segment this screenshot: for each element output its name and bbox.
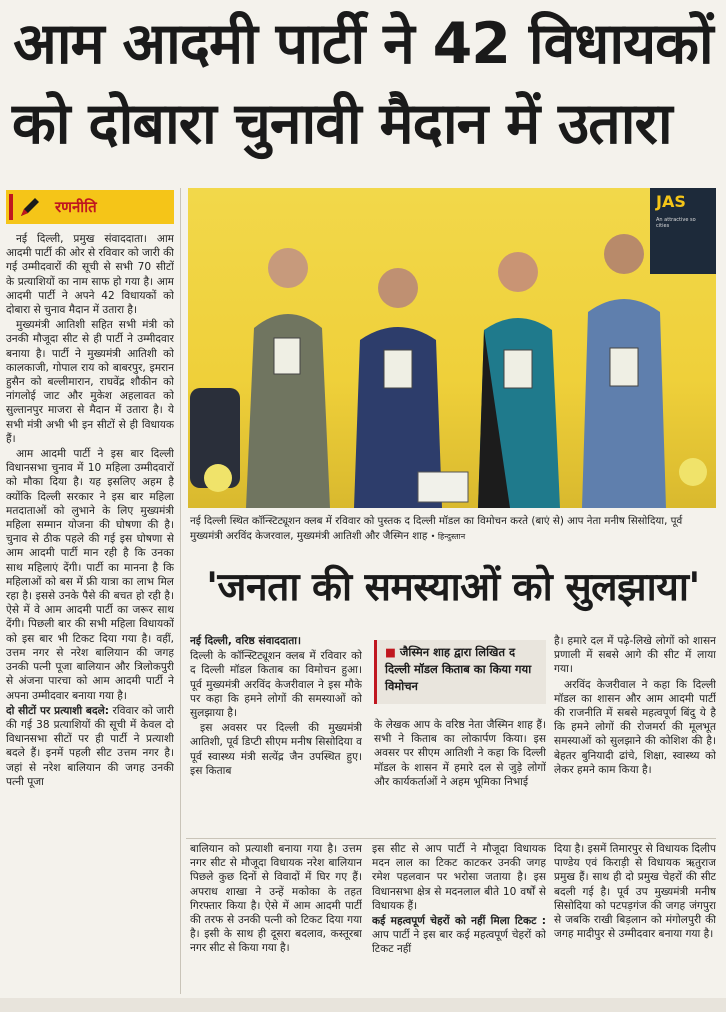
square-bullet-icon: ■ [385, 645, 396, 659]
highlight-box [374, 640, 546, 704]
story2-column-1 [190, 634, 362, 834]
story-subheadline: 'जनता की समस्याओं को सुलझाया' [206, 565, 700, 610]
news-photo [188, 188, 716, 508]
bottom-paragraph: इस सीट से आप पार्टी ने मौजूदा विधायक मदन लाल का टिकट काटकर उनकी जगह रमेश पहलवान पर भरोसा जताया है। इस विधानसभा क्षेत्र से मदनलाल बीते 10 वर्षों से विधायक हैं। [372, 843, 546, 912]
headline-line-2: को दोबारा चुनावी मैदान में उतारा [12, 91, 672, 157]
caption-credit: • हिन्दुस्तान [430, 532, 466, 541]
photo-backdrop-banner: JAS An attractive so cities [650, 188, 716, 274]
column-divider [180, 188, 181, 994]
left-column [6, 232, 174, 998]
headline [10, 4, 716, 180]
highlight-box-text: जैस्मिन शाह द्वारा लिखित द दिल्ली मॉडल किताब का किया गया विमोचन [385, 645, 532, 693]
left-col-paragraph: आम आदमी पार्टी ने इस बार दिल्ली विधानसभा चुनाव में 10 महिला उम्मीदवारों को मौका दिया है। यह इसलिए अहम है क्योंकि दिल्ली सरकार ने इस बार महिला मतदाताओं को लुभाने के लिए मुख्यमंत्री महिला सम्मान योजना की घोषणा की है। चुनाव से ठीक पहले की गई इस घोषणा से आम आदमी पार्टी मान रही है कि उनका साथ महिलाएं देंगी। पार्टी का मानना है कि महिलाओं को बस में फ्री यात्रा का लाभ मिल रहा है। इससे उनके पैसे की बचत हो रही है। ऐसे में वे आम आदमी पार्टी का जरूर साथ देंगी। पिछली बार की सभी महिला विधायकों को इस बार भी टिकट दिया गया है। वहीं, उत्तम नगर से नरेश बालियान की जगह उनकी पत्नी पूजा बालियान और त्रिलोकपुरी से अंजना पारचा को आम आदमी पार्टी ने अपना उम्मीदवार बनाया गया है। [6, 448, 174, 702]
story2-column-2 [374, 718, 546, 834]
left-col-paragraph: मुख्यमंत्री आतिशी सहित सभी मंत्री को उनकी मौजूदा सीट से ही पार्टी ने उम्मीदवार बनाया है। पार्टी ने मुख्यमंत्री आतिशी को कालकाजी, गोपाल राय को बाबरपुर, इमरान हुसैन को बल्लीमारान, राघवेंद्र शौकीन को नांगलोई जाट और मुकेश अहलावत को सुल्तानपुर माजरा से मैदान में उतारा है। ये सभी मंत्री अभी भी इन सीटों से ही विधायक हैं। [6, 319, 174, 445]
section-tag-label: रणनीति [55, 198, 97, 216]
caption-text: नई दिल्ली स्थित कॉन्स्टिट्यूशन क्लब में रविवार को पुस्तक द दिल्ली मॉडल का विमोचन करते (बाएं से) आप नेता मनीष सिसोदिया, पूर्व मुख्यमंत्री अरविंद केजरवाल, मुख्यमंत्री आतिशी और जैस्मिन शाह [190, 515, 683, 542]
bottom-column-3 [554, 842, 716, 998]
bottom-column-2 [372, 842, 546, 998]
bottom-paragraph: बालियान को प्रत्याशी बनाया गया है। उत्तम नगर सीट से मौजूदा विधायक नरेश बालियान पिछले कुछ दिनों से विवादों में घिर गए हैं। अपराध शाखा ने उन्हें मकोका के तहत गिरफ्तार किया है। ऐसे में आम आदमी पार्टी की तरफ से उनकी पत्नी को टिकट दिया गया है। इसी के साथ ही दूसरा बदलाव, कस्तूरबा नगर सीट से किया गया है। [190, 843, 362, 955]
person-jasmine-shah-icon [582, 234, 666, 508]
bottom-column-1 [190, 842, 362, 998]
bottom-paragraph: दिया है। इसमें तिमारपुर से विधायक दिलीप पाण्डेय एवं किराड़ी से विधायक ऋतुराज प्रमुख हैं। साथ ही दो प्रमुख चेहरों की सीट बदली गई है। पूर्व उप मुख्यमंत्री मनीष सिसोदिया को पटपड़गंज की जगह जंगपुरा से जबकि राखी बिड़लान को मंगोलपुरी की जगह मादीपुर से उम्मीदवार बनाया गया है। [554, 843, 716, 941]
section-tag [6, 190, 174, 224]
left-col-subheading: दो सीटों पर प्रत्याशी बदले: [6, 704, 109, 717]
bottom-paragraph: आप पार्टी ने इस बार कई महत्वपूर्ण चेहरों को टिकट नहीं [372, 929, 546, 956]
bottom-subheading: कई महत्वपूर्ण चेहरों को नहीं मिला टिकट : [372, 915, 546, 928]
person-manish-sisodia-icon [246, 248, 330, 508]
photo-caption [190, 514, 716, 544]
story2-paragraph: अरविंद केजरीवाल ने कहा कि दिल्ली मॉडल का शासन और आम आदमी पार्टी की राजनीति में सबसे महत्वपूर्ण बिंदु ये है कि हमने लोगों की रोजमर्रा की मूलभूत समस्याओं को सुलझाने की कोशिश की है। बेहतर बुनियादी ढांचे, शिक्षा, स्वास्थ्य को लेकर हमने काम किया है। [554, 678, 716, 776]
person-atishi-icon [478, 252, 560, 508]
section-rule [186, 838, 716, 839]
story2-paragraph: इस अवसर पर दिल्ली की मुख्यमंत्री आतिशी, पूर्व डिप्टी सीएम मनीष सिसोदिया व पूर्व स्वास्थ्य मंत्री सत्येंद्र जैन उपस्थित हुए। इस किताब [190, 722, 362, 777]
story2-paragraph: दिल्ली के कॉन्स्टिट्यूशन क्लब में रविवार को द दिल्ली मॉडल किताब का विमोचन हुआ। पूर्व मुख्यमंत्री अरविंद केजरीवाल ने इस मौके पर कहा कि हमने लोगों की समस्याओं को सुलझाया है। [190, 650, 362, 720]
pen-icon [13, 190, 47, 224]
headline-line-1: आम आदमी पार्टी ने 42 विधायकों [13, 11, 713, 77]
story2-paragraph: के लेखक आप के वरिष्ठ नेता जैस्मिन शाह हैं। सभी ने किताब का लोकार्पण किया। इस अवसर पर सीएम आतिशी ने कहा कि दिल्ली मॉडल के शासन में हमारे दल से जुड़े लोगों और कार्यकर्ताओं ने अहम भूमिका निभाई [374, 719, 546, 788]
page-bottom-edge [0, 998, 726, 1012]
left-col-paragraph: नई दिल्ली, प्रमुख संवाददाता। आम आदमी पार्टी की ओर से रविवार को जारी की गई उम्मीदवारों की सूची से सभी 70 सीटों के प्रत्याशियों का नाम साफ हो गया है। आम आदमी पार्टी ने अपने 42 विधायकों को दोबारा से चुनाव मैदान में उतारा है। [6, 233, 174, 317]
left-col-paragraph: रविवार को जारी की गई 38 प्रत्याशियों की सूची में केवल दो विधानसभा सीटों पर ही पार्टी ने प्रत्याशी बदले हैं। इनमें पहली सीट उत्तम नगर है। जहां से नरेश बालियान की जगह उनकी पत्नी पूजा [6, 704, 174, 788]
story2-paragraph: है। हमारे दल में पढ़े-लिखे लोगों को शासन प्रणाली में सबसे आगे की सीट में लाया गया। [554, 635, 716, 676]
story2-column-3 [554, 634, 716, 834]
story2-dateline: नई दिल्ली, वरिष्ठ संवाददाता। [190, 635, 302, 647]
